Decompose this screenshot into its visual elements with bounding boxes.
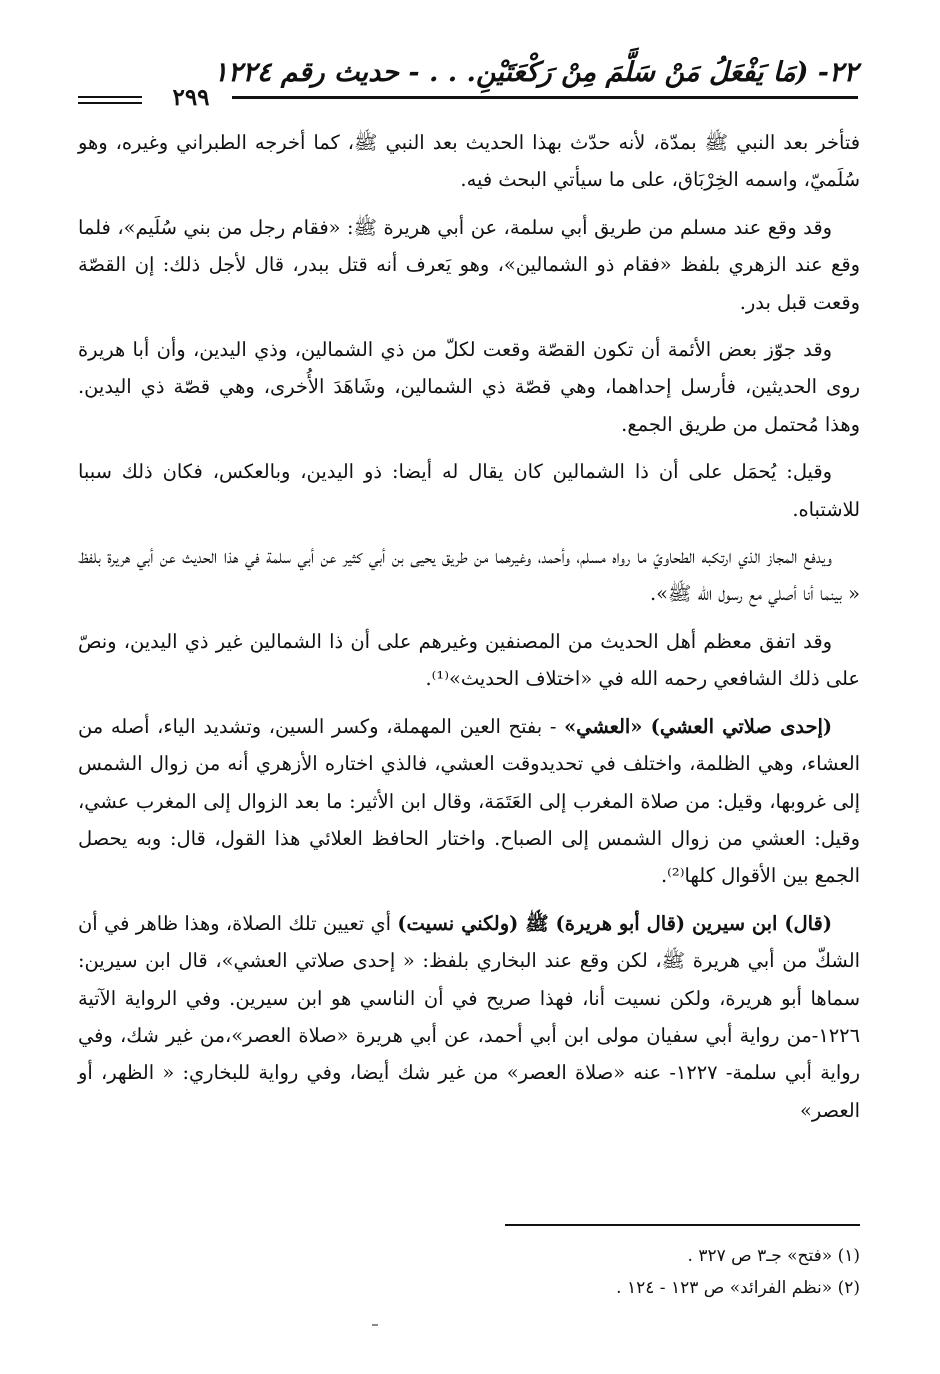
footnote: (٢) «نظم الفرائد» ص ١٢٣ - ١٢٤ . bbox=[616, 1278, 860, 1298]
paragraph-text: وقد جوّز بعض الأئمة أن تكون القصّة وقعت لكلّ من ذي الشمالين، وذي اليدين، وأن أبا هريرة روى الحديثين، فأرسل إحداهما، وهي قصّة ذي الشمالين، وشَاهَدَ الأُخرى، وهي قصّة ذي اليدين. وهذا مُحتمل من طريق الجمع. bbox=[78, 338, 860, 436]
page-number-rule bbox=[78, 96, 142, 98]
paragraph bbox=[78, 453, 860, 528]
paragraph bbox=[78, 331, 860, 443]
running-header bbox=[213, 52, 858, 92]
paragraph bbox=[78, 124, 860, 199]
page-number-block bbox=[78, 86, 234, 114]
paragraph-text: ويدفع المجاز الذي ارتكبه الطحاويّ ما رواه مسلم، وأحمد، وغيرهما من طريق يحيى بن أبي كثير عن أبي سلمة في هذا الحديث عن أبي هريرة بلفظ « بينما أنا أصلي مع رسول الله ﷺ». bbox=[78, 545, 860, 606]
paragraph bbox=[78, 623, 860, 698]
paragraph bbox=[78, 209, 860, 321]
paragraph-text: فتأخر بعد النبي ﷺ بمدّة، لأنه حدّث بهذا الحديث بعد النبي ﷺ، كما أخرجه الطبراني وغيره، وهو سُلَميّ، واسمه الخِرْبَاق، على ما سيأتي البحث فيه. bbox=[78, 131, 860, 192]
paragraph bbox=[78, 905, 860, 1129]
paragraph bbox=[78, 538, 860, 613]
main-text bbox=[78, 124, 860, 1139]
paragraph-text: - بفتح العين المهملة، وكسر السين، وتشديد الياء، أصله من العشاء، وهي الظلمة، واختلف في تحديدوقت العشي، فالذي اختاره الأزهري أنه من زوال الشمس إلى غروبها، وقيل: من صلاة المغرب إلى العَتَمَة، وقال ابن الأثير: ما بعد الزوال إلى المغرب عشي، وقيل: العشي من زوال الشمس إلى الصباح. واختار الحافظ العلائي هذا القول، قال: وبه يحصل الجمع بين الأقوال كلها⁽²⁾. bbox=[78, 714, 860, 888]
paragraph-lead: (قال) ابن سيرين (قال أبو هريرة) ﷺ (ولكني نسيت) bbox=[397, 911, 832, 935]
paragraph bbox=[78, 708, 860, 895]
paragraph-text: وقيل: يُحمَل على أن ذا الشمالين كان يقال له أيضا: ذو اليدين، وبالعكس، فكان ذلك سببا للاشتباه. bbox=[78, 460, 860, 521]
page-number-rule bbox=[78, 102, 142, 104]
header-rule bbox=[232, 96, 858, 99]
paragraph-text: وقد اتفق معظم أهل الحديث من المصنفين وغيرهم على أن ذا الشمالين غير ذي اليدين، ونصّ على ذلك الشافعي رحمه الله في «اختلاف الحديث»⁽¹⁾. bbox=[78, 629, 860, 691]
page-number: ٢٩٩ bbox=[172, 84, 210, 111]
running-title: ٢٢- (مَا يَفْعَلُ مَنْ سَلَّمَ مِنْ رَكْعَتَيْنِ. . . - حديث رقم ١٢٢٤ bbox=[213, 56, 858, 88]
footnotes bbox=[78, 1240, 860, 1304]
paragraph-lead: (إحدى صلاتي العشي) «العشي» bbox=[564, 714, 832, 738]
scan-mark bbox=[372, 1324, 378, 1326]
footnote-rule bbox=[505, 1224, 860, 1226]
paragraph-text: وقد وقع عند مسلم من طريق أبي سلمة، عن أبي هريرة ﷺ: «فقام رجل من بني سُلَيم»، فلما وقع عند الزهري بلفظ «فقام ذو الشمالين»، وهو يَعرف أنه قتل ببدر، قال لأجل ذلك: إن القصّة وقعت قبل بدر. bbox=[78, 215, 860, 314]
paragraph-text: أي تعيين تلك الصلاة، وهذا ظاهر في أن الشكّ من أبي هريرة ﷺ، لكن وقع عند البخاري بلفظ: « إحدى صلاتي العشي»، قال ابن سيرين: سماها أبو هريرة، ولكن نسيت أنا، فهذا صريح في أن الناسي هو ابن سيرين. وفي الرواية الآتية ١٢٢٦-من رواية أبي سفيان مولى ابن أبي أحمد، عن أبي هريرة «صلاة العصر»،من غير شك، وفي رواية أبي سلمة- ١٢٢٧- عنه «صلاة العصر» من غير شك أيضا، وفي رواية للبخاري: « الظهر، أو العصر» bbox=[78, 911, 861, 1122]
footnote: (١) «فتح» جـ٣ ص ٣٢٧ . bbox=[687, 1246, 860, 1266]
